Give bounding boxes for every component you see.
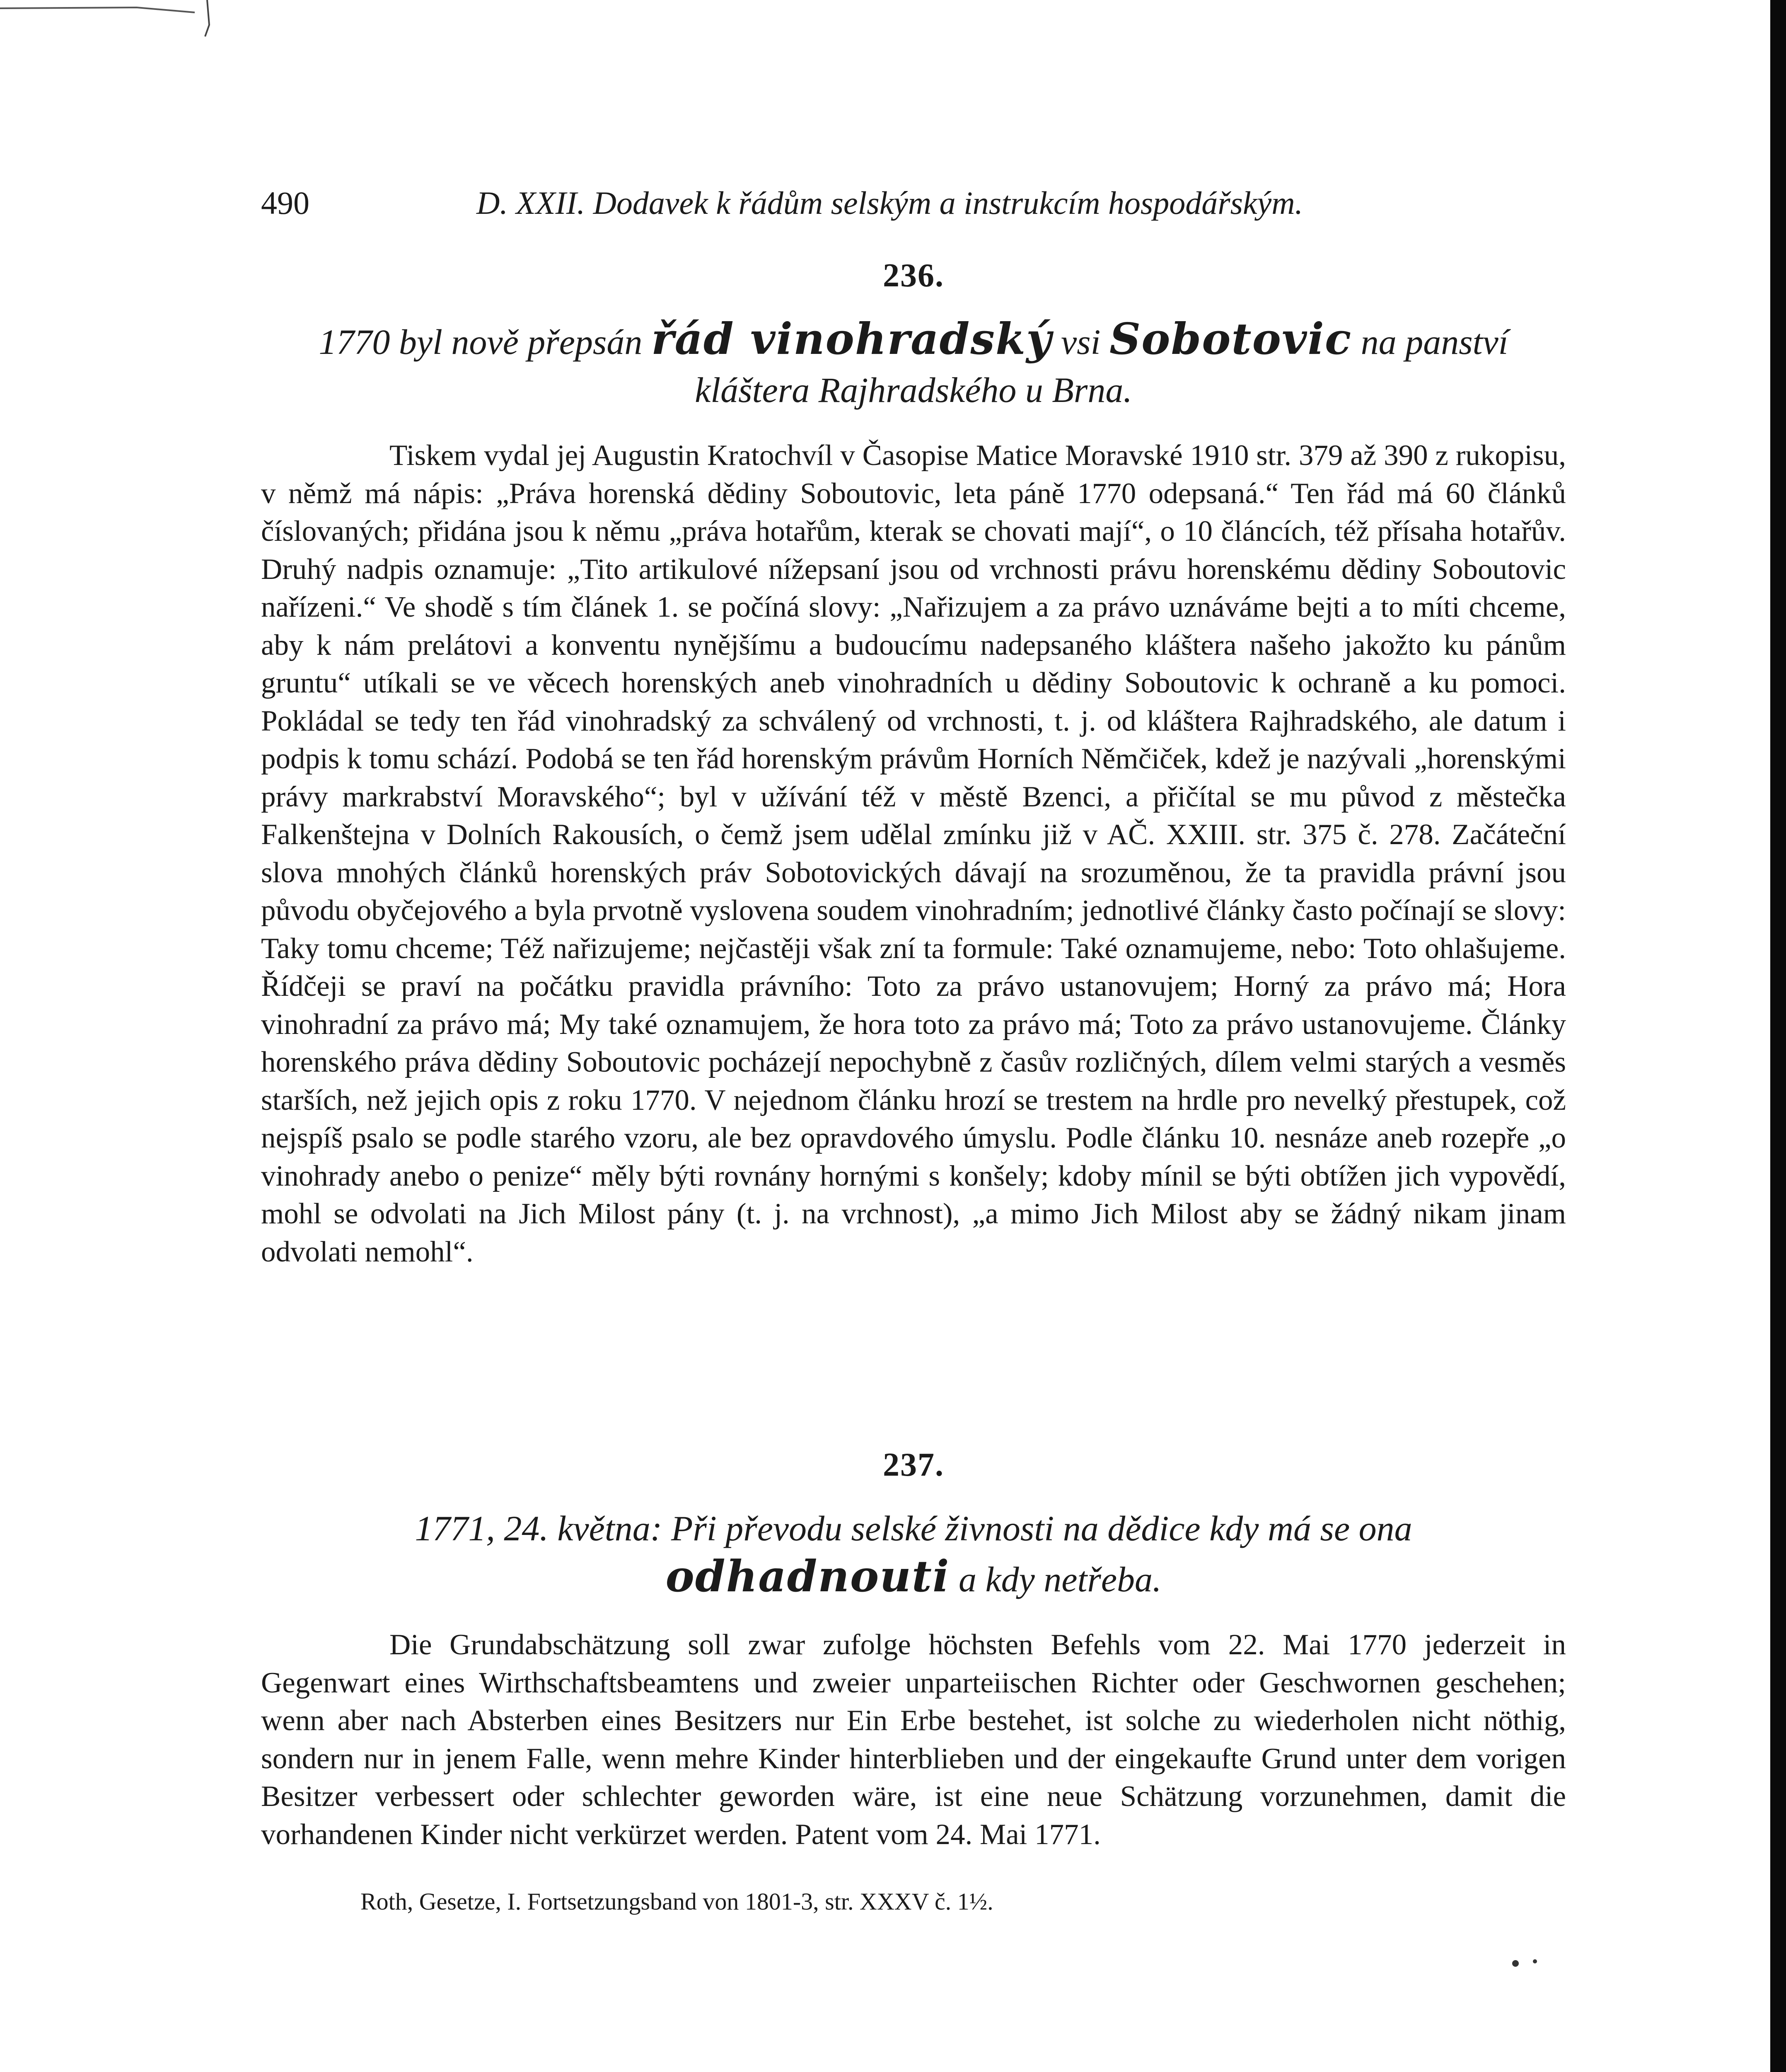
section-number: 237. — [883, 1447, 944, 1483]
scan-speck — [1533, 1959, 1537, 1963]
heading-emphasis: odhadnouti — [665, 1551, 950, 1602]
body-paragraph: Die Grundabschätzung soll zwar zufolge höchsten Befehls vom 22. Mai 1770 jederzeit in Gegenwart eines Wirthschaftsbeamtens und zweier unparteiischen Richter oder Geschwornen geschehen; wenn aber nach Absterben eines Besitzers nur Ein Erbe bestehet, ist solche zu wiederholen nicht nöthig, sondern nur in jenem Falle, wenn mehre Kinder hinterblieben und der eingekaufte Grund unter dem vorigen Besitzer verbessert oder schlechter geworden wäre, ist eine neue Schätzung vorzunehmen, damit die vorhandenen Kinder nicht verkürzet werden. Patent vom 24. Mai 1771. — [261, 1629, 1566, 1851]
section-number: 236. — [883, 257, 944, 294]
section-heading — [261, 315, 1566, 414]
running-head: D. XXII. Dodavek k řádům selským a instrukcím hospodářským. — [476, 185, 1303, 221]
heading-text: na panství kláštera Rajhradského u Brna. — [695, 322, 1508, 410]
heading-emphasis: Sobotovic — [1109, 313, 1352, 364]
source-citation: Roth, Gesetze, I. Fortsetzungsband von 1801-3, str. XXXV č. 1½. — [360, 1888, 993, 1915]
heading-text: vsi — [1052, 322, 1109, 362]
heading-text: 1771, 24. května: Při převodu selské živnosti na dědice kdy má se ona — [415, 1508, 1412, 1548]
page-number: 490 — [261, 185, 309, 221]
scan-speck — [1512, 1960, 1519, 1967]
section-heading — [261, 1504, 1566, 1603]
scan-corner-artifact — [0, 0, 215, 37]
heading-text: 1770 byl nově přepsán — [319, 322, 651, 362]
heading-emphasis: řád vinohradský — [651, 313, 1052, 364]
scan-border-right — [1770, 0, 1786, 2072]
page-header — [261, 178, 1628, 228]
section-236 — [261, 253, 1566, 1300]
heading-text: a kdy netřeba. — [950, 1559, 1162, 1599]
section-237 — [261, 1442, 1566, 1920]
body-paragraph: Tiskem vydal jej Augustin Kratochvíl v Časopise Matice Moravské 1910 str. 379 až 390 z rukopisu, v němž má nápis: „Práva horenská dědiny Soboutovic, leta páně 1770 odepsaná.“ Ten řád má 60 článků číslovaných; přidána jsou k němu „práva hotařům, kterak se chovati mají“, o 10 článcích, též přísaha hotařův. Druhý nadpis oznamuje: „Tito artikulové nížepsaní jsou od vrchnosti právu horenskému dědiny Soboutovic nařízeni.“ Ve shodě s tím článek 1. se počíná slovy: „Nařizujem a za právo uznáváme bejti a to míti chceme, aby k nám prelátovi a konventu nynějšímu a budoucímu nadepsaného kláštera našeho jakožto ku pánům gruntu“ utíkali se ve věcech horenských aneb vinohradních u dědiny Soboutovic k ochraně a ku pomoci. Pokládal se tedy ten řád vinohradský za schválený od vrchnosti, t. j. od kláštera Rajhradského, ale datum i podpis k tomu schází. Podobá se ten řád horenským právům Horních Němčiček, kdež je nazývali „horenskými právy markrabství Moravského“; byl v užívání též v městě Bzenci, a přičítal se mu původ z městečka Falkenštejna v Dolních Rakousích, o čemž jsem udělal zmínku již v AČ. XXIII. str. 375 č. 278. Začáteční slova mnohých článků horenských práv Sobotovických dávají na srozuměnou, že ta pravidla právní jsou původu obyčejového a byla prvotně vyslovena soudem vinohradním; jednotlivé články často počínají se slovy: Taky tomu chceme; Též nařizujeme; nejčastěji však zní ta formule: Také oznamujeme, nebo: Toto ohlašujeme. Řídčeji se praví na počátku pravidla právního: Toto za právo ustanovujem; Horný za právo má; Hora vinohradní za právo má; My také oznamujem, že hora toto za právo má; Toto za právo ustanovujeme. Články horenského práva dědiny Soboutovic pocházejí nepochybně z časův rozličných, dílem velmi starých a vesměs starších, než jejich opis z roku 1770. V nejednom článku hrozí se trestem na hrdle pro nevelký přestupek, což nejspíš psalo se podle starého vzoru, ale bez opravdového úmyslu. Podle článku 10. nesnáze aneb rozepře „o vinohrady anebo o penize“ měly býti rovnány hornými s konšely; kdoby mínil se býti obtížen jich vypovědí, mohl se odvolati na Jich Milost pány (t. j. na vrchnost), „a mimo Jich Milost aby se žádný nikam jinam odvolati nemohl“. — [261, 439, 1566, 1268]
